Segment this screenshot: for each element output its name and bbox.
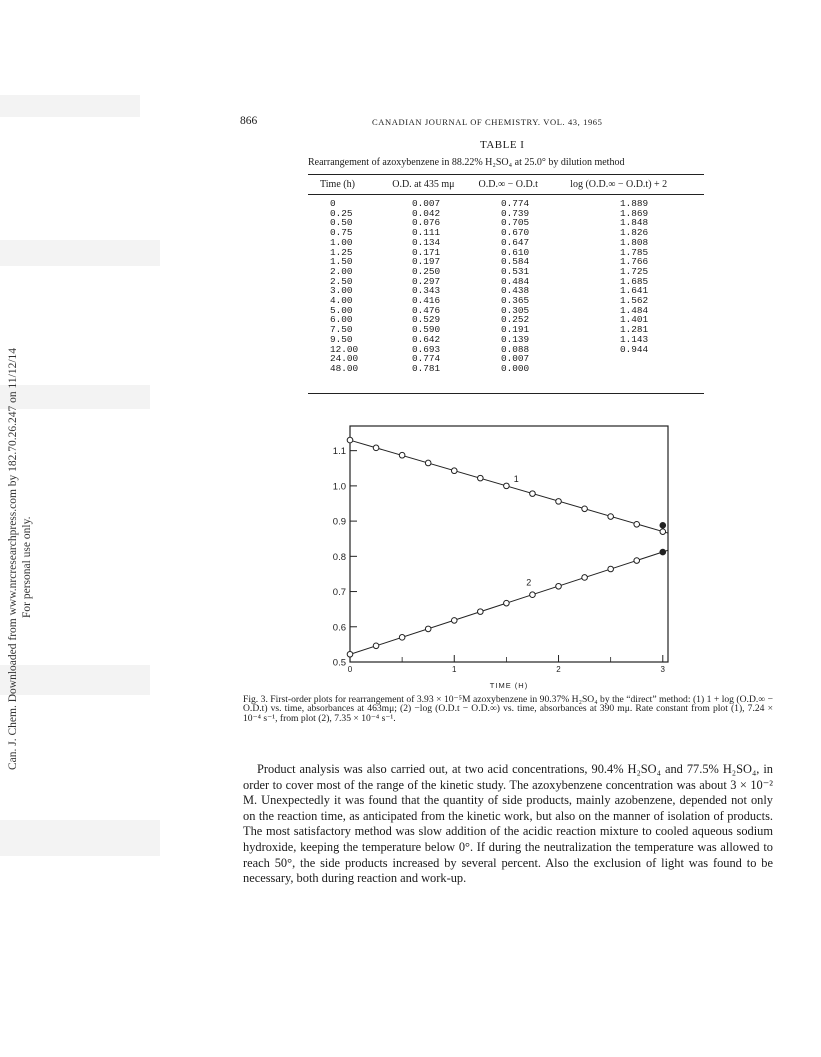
table-header-cell: Time (h) bbox=[320, 179, 355, 190]
chart-svg bbox=[320, 420, 680, 695]
data-table bbox=[308, 174, 704, 394]
chart-points bbox=[347, 437, 665, 657]
table-title: TABLE I bbox=[480, 139, 525, 151]
data-point-series-1 bbox=[504, 483, 510, 489]
data-point-series-1 bbox=[634, 521, 640, 527]
data-point-series-1 bbox=[451, 468, 457, 474]
data-point-series-2 bbox=[660, 523, 666, 529]
data-point-series-1 bbox=[582, 506, 588, 512]
table-column-log: 1.889 1.869 1.848 1.826 1.808 1.785 1.766 1.725 1.685 1.641 1.562 1.484 1.401 1.281 1.143 0.944 bbox=[620, 198, 649, 355]
table-body bbox=[308, 195, 704, 391]
data-point-series-2 bbox=[634, 558, 640, 564]
series-label: 1 bbox=[513, 473, 519, 484]
data-point-series-2 bbox=[504, 600, 510, 606]
data-point-series-2 bbox=[399, 635, 405, 641]
data-point-series-1 bbox=[399, 452, 405, 458]
table-header-row bbox=[308, 175, 704, 194]
data-point-series-1 bbox=[530, 491, 536, 497]
table-bottom-rule bbox=[308, 393, 704, 394]
data-point-series-1 bbox=[556, 499, 562, 505]
x-tick-label: 3 bbox=[660, 665, 666, 674]
data-point-series-1 bbox=[347, 437, 353, 443]
table-header-cell: O.D. at 435 mμ bbox=[392, 179, 455, 190]
y-tick-label: 1.0 bbox=[332, 481, 346, 493]
y-tick-label: 0.7 bbox=[332, 587, 346, 599]
y-tick-label: 0.9 bbox=[332, 516, 346, 528]
data-point-series-1 bbox=[373, 445, 379, 451]
plot-frame bbox=[350, 426, 668, 662]
y-tick-label: 1.1 bbox=[332, 446, 346, 458]
data-point-series-1 bbox=[478, 475, 484, 481]
data-point-series-2 bbox=[556, 583, 562, 589]
y-tick-label: 0.6 bbox=[332, 622, 346, 634]
table-header-cell: log (O.D.∞ − O.D.t) + 2 bbox=[570, 179, 668, 190]
data-point-series-2 bbox=[660, 549, 666, 555]
chart-labels bbox=[333, 446, 666, 690]
scan-noise bbox=[0, 820, 160, 856]
table-column-od: 0.007 0.042 0.076 0.111 0.134 0.171 0.197 0.250 0.297 0.343 0.416 0.476 0.529 0.590 0.642 0.693 0.774 0.781 bbox=[412, 198, 441, 374]
x-tick-label: 2 bbox=[556, 665, 561, 674]
scan-noise bbox=[0, 95, 140, 117]
data-point-series-1 bbox=[660, 529, 666, 535]
data-point-series-2 bbox=[373, 643, 379, 649]
table-header-cell: O.D.∞ − O.D.t bbox=[478, 179, 538, 190]
data-point-series-1 bbox=[608, 514, 614, 520]
data-point-series-2 bbox=[451, 618, 457, 624]
watermark-line-2: For personal use only. bbox=[21, 516, 33, 618]
data-point-series-2 bbox=[347, 651, 353, 657]
data-point-series-2 bbox=[478, 609, 484, 615]
x-tick-label: 0 bbox=[347, 665, 353, 674]
kinetics-chart bbox=[320, 420, 680, 695]
chart-fit-lines bbox=[350, 440, 668, 654]
table-column-time: 0 0.25 0.50 0.75 1.00 1.25 1.50 2.00 2.50 3.00 4.00 5.00 6.00 7.50 9.50 12.00 24.00 48.00 bbox=[330, 198, 359, 374]
watermark-line-1: Can. J. Chem. Downloaded from www.nrcresearchpress.com by 182.70.26.247 on 11/12/14 bbox=[7, 347, 19, 770]
chart-axes bbox=[350, 426, 668, 662]
data-point-series-2 bbox=[608, 566, 614, 572]
data-point-series-2 bbox=[530, 592, 536, 598]
running-head: CANADIAN JOURNAL OF CHEMISTRY. VOL. 43, 1965 bbox=[372, 117, 603, 127]
y-tick-label: 0.8 bbox=[332, 551, 346, 563]
y-tick-label: 0.5 bbox=[332, 657, 346, 669]
page-number: 866 bbox=[240, 115, 258, 127]
scan-noise bbox=[0, 240, 160, 266]
figure-caption: Fig. 3. First-order plots for rearrangement of 3.93 × 10⁻⁵M azoxybenzene in 90.37% H₂SO₄ by the “direct” method: (1) 1 + log (O.D.∞ − O.D.t) vs. time, absorbances at 463mμ; (2) −log (O.D.t − O.D.∞) vs. time, absorbances at 390 mμ. Rate constant from plot (1), 7.24 × 10⁻⁴ s⁻¹, from plot (2), 7.35 × 10⁻⁴ s⁻¹. bbox=[243, 694, 773, 724]
data-point-series-1 bbox=[425, 460, 431, 466]
body-paragraph: Product analysis was also carried out, at two acid concentrations, 90.4% H₂SO₄ and 77.5% H₂SO₄, in order to cover most of the range of the kinetic study. The azoxybenzene concentration was about 3 × 10⁻² M. Unexpectedly it was found that the quantity of side products, mainly azobenzene, depended not only on the reaction time, as anticipated from the kinetic work, but also on the manner of isolation of products. The most satisfactory method was slow addition of the acidic reaction mixture to cooled aqueous sodium hydroxide, keeping the temperature below 0°. If during the neutralization the temperature was allowed to reach 50°, the side products increased by several percent. Also the exclusion of light was found to be necessary, both during reaction and work-up. bbox=[243, 762, 773, 886]
series-label: 2 bbox=[526, 577, 532, 588]
table-caption: Rearrangement of azoxybenzene in 88.22% H₂SO₄ at 25.0° by dilution method bbox=[308, 157, 625, 168]
table-column-diff: 0.774 0.739 0.705 0.670 0.647 0.610 0.584 0.531 0.484 0.438 0.365 0.305 0.252 0.191 0.139 0.088 0.007 0.000 bbox=[501, 198, 530, 374]
data-point-series-2 bbox=[425, 626, 431, 632]
data-point-series-2 bbox=[582, 575, 588, 581]
x-tick-label: 1 bbox=[452, 665, 457, 674]
x-axis-label: TIME (H) bbox=[489, 681, 529, 690]
download-watermark bbox=[4, 300, 44, 770]
